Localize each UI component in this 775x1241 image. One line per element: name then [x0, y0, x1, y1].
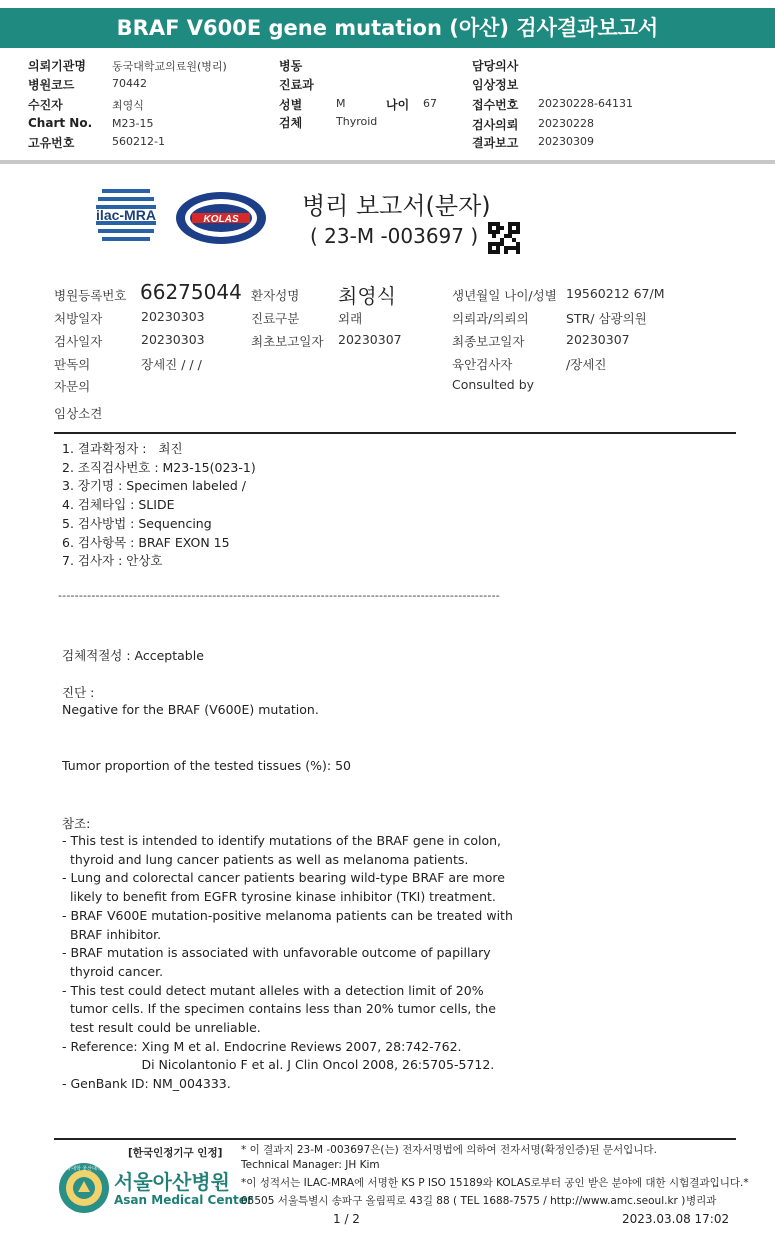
dept-label: 진료구분 — [251, 311, 300, 326]
kolas-logo-text: KOLAS — [203, 214, 239, 225]
reference-line: test result could be unreliable. — [62, 1020, 261, 1035]
clinical-label: 임상소견 — [54, 406, 103, 421]
technical-manager: Technical Manager: JH Kim — [241, 1159, 380, 1171]
reference-line: - Reference: Xing M et al. Endocrine Reviews 2007, 28:742-762. — [62, 1038, 462, 1054]
age-label: 나이 — [386, 98, 410, 112]
report-number: ( 23-M -003697 ) — [310, 224, 479, 248]
result-item: 2. 조직검사번호 : M23-15(023-1) — [62, 459, 256, 475]
ilac-mra-logo-text: ilac-MRA — [96, 207, 156, 223]
footer-divider — [54, 1138, 736, 1140]
footer-note-accreditation: *이 성적서는 ILAC-MRA에 서명한 KS P ISO 15189와 KOLAS로부터 공인 받은 분야에 대한 시험결과입니다.* — [241, 1177, 749, 1189]
footer-address: 05505 서울특별시 송파구 올림픽로 43길 88 ( TEL 1688-7575 / http://www.amc.seoul.kr ) — [241, 1195, 686, 1207]
first-report-label: 최초보고일자 — [251, 334, 324, 349]
reference-line: - This test could detect mutant alleles with a detection limit of 20% — [62, 982, 484, 998]
header-label: 수진자 — [28, 98, 63, 112]
reference-line: Di Nicolantonio F et al. J Clin Oncol 2008, 26:5705-5712. — [62, 1057, 495, 1073]
reference-line: thyroid cancer. — [62, 963, 164, 979]
patient-value: 최영식 — [338, 284, 396, 308]
dept-value: 외래 — [338, 311, 363, 326]
header-label: 검체 — [279, 116, 303, 130]
header-label: 병동 — [279, 59, 303, 73]
reference-line: - BRAF V600E mutation-positive melanoma patients can be treated with — [62, 907, 513, 923]
header-value: 560212-1 — [112, 135, 165, 148]
patient-label: 환자성명 — [251, 288, 300, 303]
reference-line: tumor cells. If the specimen contains less than 20% tumor cells, the — [62, 1001, 496, 1017]
exam-date-value: 20230303 — [141, 332, 205, 347]
gross-label: 육안검사자 — [452, 357, 513, 372]
ilac-mra-logo — [92, 183, 160, 247]
reference-line: thyroid and lung cancer patients as well as melanoma patients. — [62, 851, 469, 867]
header-label: 고유번호 — [28, 136, 75, 150]
result-item: 1. 결과확정자 : 최진 — [62, 441, 183, 456]
asan-seal-logo — [58, 1162, 110, 1214]
reader-value: 장세진 / / / — [141, 357, 202, 372]
header-label: 검사의뢰 — [472, 118, 519, 132]
header-value: M23-15 — [112, 117, 154, 130]
dob-label: 생년월일 나이/성별 — [452, 288, 557, 303]
qr-code-icon — [488, 222, 520, 254]
header-label: 결과보고 — [472, 136, 519, 150]
footer-note-signature: * 이 결과지 23-M -003697은(는) 전자서명법에 의하여 전자서명(확정인증)된 문서입니다. — [241, 1144, 657, 1156]
result-item: 6. 검사항목 : BRAF EXON 15 — [62, 534, 230, 550]
header-value: 최영식 — [112, 99, 144, 112]
reg-no-value: 66275044 — [140, 280, 242, 304]
consult-label: 자문의 — [54, 379, 91, 394]
report-title: 병리 보고서(분자) — [302, 192, 491, 220]
reference-line: - BRAF mutation is associated with unfavorable outcome of papillary — [62, 945, 491, 961]
seal-text: 의과대학 울산대학교 — [61, 1166, 107, 1172]
reference-line: - GenBank ID: NM_004333. — [62, 1076, 231, 1092]
print-timestamp: 2023.03.08 17:02 — [622, 1212, 730, 1226]
body-divider — [54, 432, 736, 434]
dob-value: 19560212 67/M — [566, 286, 665, 301]
hospital-name-kr: 서울아산병원 — [114, 1170, 230, 1194]
header-label: 담당의사 — [472, 59, 519, 73]
header-label: 진료과 — [279, 78, 314, 92]
dashed-separator: ---------------------------------------------------------------------------------------------------------- — [58, 589, 500, 602]
gross-value: /장세진 — [566, 357, 607, 372]
header-value: 20230228-64131 — [538, 97, 633, 110]
header-label: 의뢰기관명 — [28, 59, 86, 73]
reg-no-label: 병원등록번호 — [54, 288, 127, 303]
header-divider — [0, 160, 775, 164]
final-report-label: 최종보고일자 — [452, 334, 525, 349]
reference-line: - This test is intended to identify mutations of the BRAF gene in colon, — [62, 833, 502, 848]
header-value: 70442 — [112, 77, 147, 90]
hospital-name-en: Asan Medical Center — [114, 1193, 253, 1207]
cert-label: [한국인정기구 인정] — [128, 1147, 223, 1159]
header-label: 임상정보 — [472, 78, 519, 92]
reference-label: 참조: — [62, 816, 91, 831]
age-value: 67 — [423, 97, 437, 110]
final-report-value: 20230307 — [566, 332, 630, 347]
req-label: 의뢰과/의뢰의 — [452, 311, 529, 326]
header-value: 20230228 — [538, 117, 594, 130]
first-report-value: 20230307 — [338, 332, 402, 347]
result-item: 5. 검사방법 : Sequencing — [62, 515, 212, 531]
header-label: Chart No. — [28, 116, 93, 130]
kolas-logo — [174, 190, 268, 246]
result-item: 3. 장기명 : Specimen labeled / — [62, 478, 246, 494]
diagnosis-label: 진단 : — [62, 685, 95, 700]
header-value: 동국대학교의료원(병리) — [112, 60, 227, 73]
req-value: STR/ 삼광의원 — [566, 311, 647, 326]
tumor-proportion: Tumor proportion of the tested tissues (%): 50 — [62, 758, 352, 773]
page-number: 1 / 2 — [333, 1212, 360, 1226]
rx-date-value: 20230303 — [141, 309, 205, 324]
reader-label: 판독의 — [54, 357, 91, 372]
exam-date-label: 검사일자 — [54, 334, 103, 349]
reference-line: BRAF inhibitor. — [62, 926, 162, 942]
adequacy: 검체적절성 : Acceptable — [62, 648, 204, 663]
result-item: 7. 검사자 : 안상호 — [62, 553, 163, 569]
header-value: M — [336, 97, 346, 110]
reference-line: - Lung and colorectal cancer patients bearing wild-type BRAF are more — [62, 870, 505, 886]
diagnosis: Negative for the BRAF (V600E) mutation. — [62, 702, 319, 717]
rx-date-label: 처방일자 — [54, 311, 103, 326]
header-label: 성별 — [279, 98, 303, 112]
result-item: 4. 검체타입 : SLIDE — [62, 497, 175, 513]
header-value: 20230309 — [538, 135, 594, 148]
consulted-by: Consulted by — [452, 377, 535, 392]
header-label: 접수번호 — [472, 98, 519, 112]
footer-dept: 병리과 — [686, 1195, 717, 1207]
header-value: Thyroid — [336, 115, 378, 128]
reference-line: likely to benefit from EGFR tyrosine kinase inhibitor (TKI) treatment. — [62, 889, 496, 905]
header-label: 병원코드 — [28, 78, 75, 92]
report-title-bar: BRAF V600E gene mutation (아산) 검사결과보고서 — [0, 8, 775, 48]
